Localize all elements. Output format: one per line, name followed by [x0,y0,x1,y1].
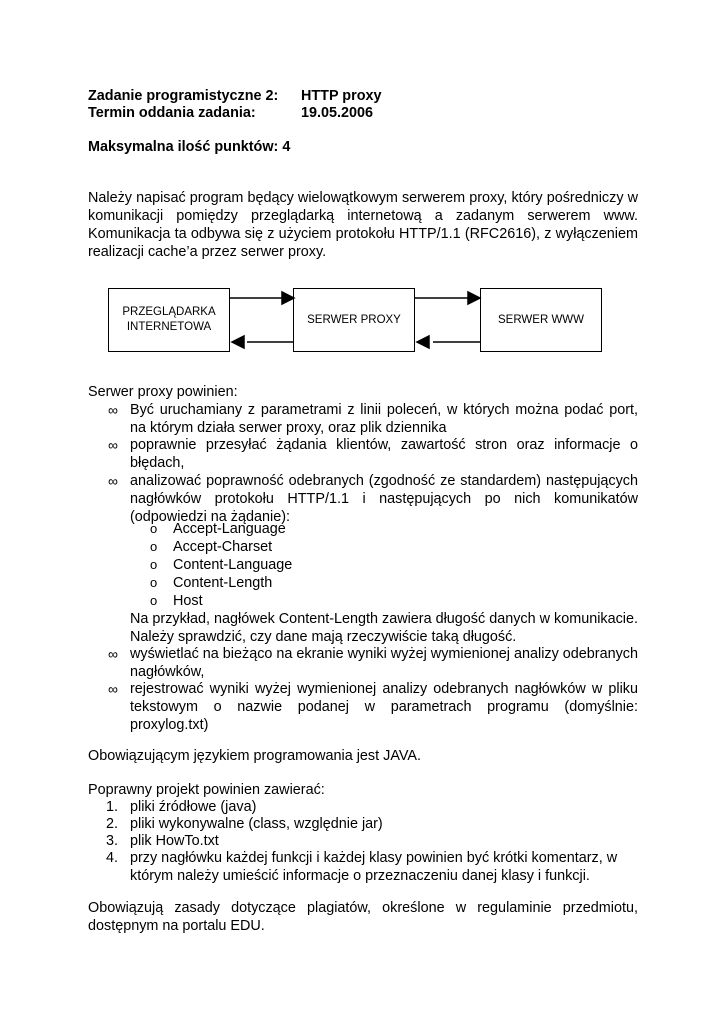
arrow-browser-to-proxy-head [282,292,294,304]
header-item: o Content-Length [150,575,273,591]
list-item: 3. plik HowTo.txt [106,833,219,849]
bullet-circle-icon: o [150,557,158,572]
requirement-5: rejestrować wyniki wyżej wymienionej analizy odebranych nagłówków w pliku tekstowym o nazwie podanej w parametrach programu (domyślnie: proxylog.txt) [130,681,638,733]
plagiarism-paragraph: Obowiązują zasady dotyczące plagiatów, określone w regulaminie przedmiotu, dostępnym na portalu EDU. [88,900,638,934]
deadline-label: Termin oddania zadania: [88,105,256,121]
max-points: Maksymalna ilość punktów: 4 [88,139,291,155]
www-label: SERWER WWW [497,313,585,326]
header-item: o Accept-Language [150,521,286,537]
arrow-proxy-to-www-head [468,292,480,304]
bullet-circle-icon: o [150,593,158,608]
task-label: Zadanie programistyczne 2: [88,88,279,104]
project-heading: Poprawny projekt powinien zawierać: [88,782,325,798]
example-note [88,610,638,646]
list-item [88,472,638,526]
header-item: o Content-Language [150,557,293,573]
task-value: HTTP proxy [301,88,382,104]
list-item [88,680,638,734]
bullet-infinity-icon: ∞ [108,437,118,453]
requirement-4: wyświetlać na bieżąco na ekranie wyniki wyżej wymienionej analizy odebranych nagłówków, [130,646,638,680]
proxy-label: SERWER PROXY [307,313,401,326]
arrow-proxy-to-browser-head [232,336,244,348]
deadline-row [88,104,374,122]
bullet-infinity-icon: ∞ [108,681,118,697]
requirement-1: Być uruchamiany z parametrami z linii poleceń, w których można podać port, na którym działa serwer proxy, oraz plik dziennika [130,402,638,436]
example-text: Na przykład, nagłówek Content-Length zawiera długość danych w komunikacie. Należy sprawdzić, czy dane mają rzeczywiście taką długość. [130,611,638,645]
bullet-circle-icon: o [150,539,158,554]
language-paragraph: Obowiązującym językiem programowania jest JAVA. [88,748,421,764]
arrow-www-to-proxy-head [417,336,429,348]
requirement-2: poprawnie przesyłać żądania klientów, zawartość stron oraz informacje o błędach, [130,437,638,471]
diagram-arrows [108,288,602,356]
header-item: o Accept-Charset [150,539,273,555]
list-item: 4. przy nagłówku każdej funkcji i każdej klasy powinien być krótki komentarz, w którym należy umieścić informacje o przeznaczeniu danej klasy i funkcji. [106,850,618,884]
browser-label: PRZEGLĄDARKA INTERNETOWA [122,306,216,333]
list-item [88,436,638,472]
bullet-circle-icon: o [150,575,158,590]
bullet-infinity-icon: ∞ [108,402,118,418]
intro-paragraph: Należy napisać program będący wielowątkowym serwerem proxy, który pośredniczy w komunikacji pomiędzy przeglądarką internetową a zadanym serwerem www. Komunikacja ta odbywa się z użyciem protokołu HTTP/1.1 (RFC2616), z wyłączeniem realizacji cache’a przez serwer proxy. [88,190,638,260]
list-item [88,645,638,681]
task-title-row [88,87,382,105]
list-item [88,401,638,437]
list-item: 1. pliki źródłowe (java) [106,799,257,815]
bullet-circle-icon: o [150,521,158,536]
proxy-diagram [108,288,602,356]
requirement-3: analizować poprawność odebranych (zgodność ze standardem) następujących nagłówków protokołu HTTP/1.1 i następujących po nich komunikatów (odpowiedzi na żądanie): [130,473,638,525]
bullet-infinity-icon: ∞ [108,473,118,489]
requirements-heading: Serwer proxy powinien: [88,384,238,400]
header-item: o Host [150,593,203,609]
deadline-value: 19.05.2006 [301,105,374,121]
list-item: 2. pliki wykonywalne (class, względnie jar) [106,816,383,832]
bullet-infinity-icon: ∞ [108,646,118,662]
